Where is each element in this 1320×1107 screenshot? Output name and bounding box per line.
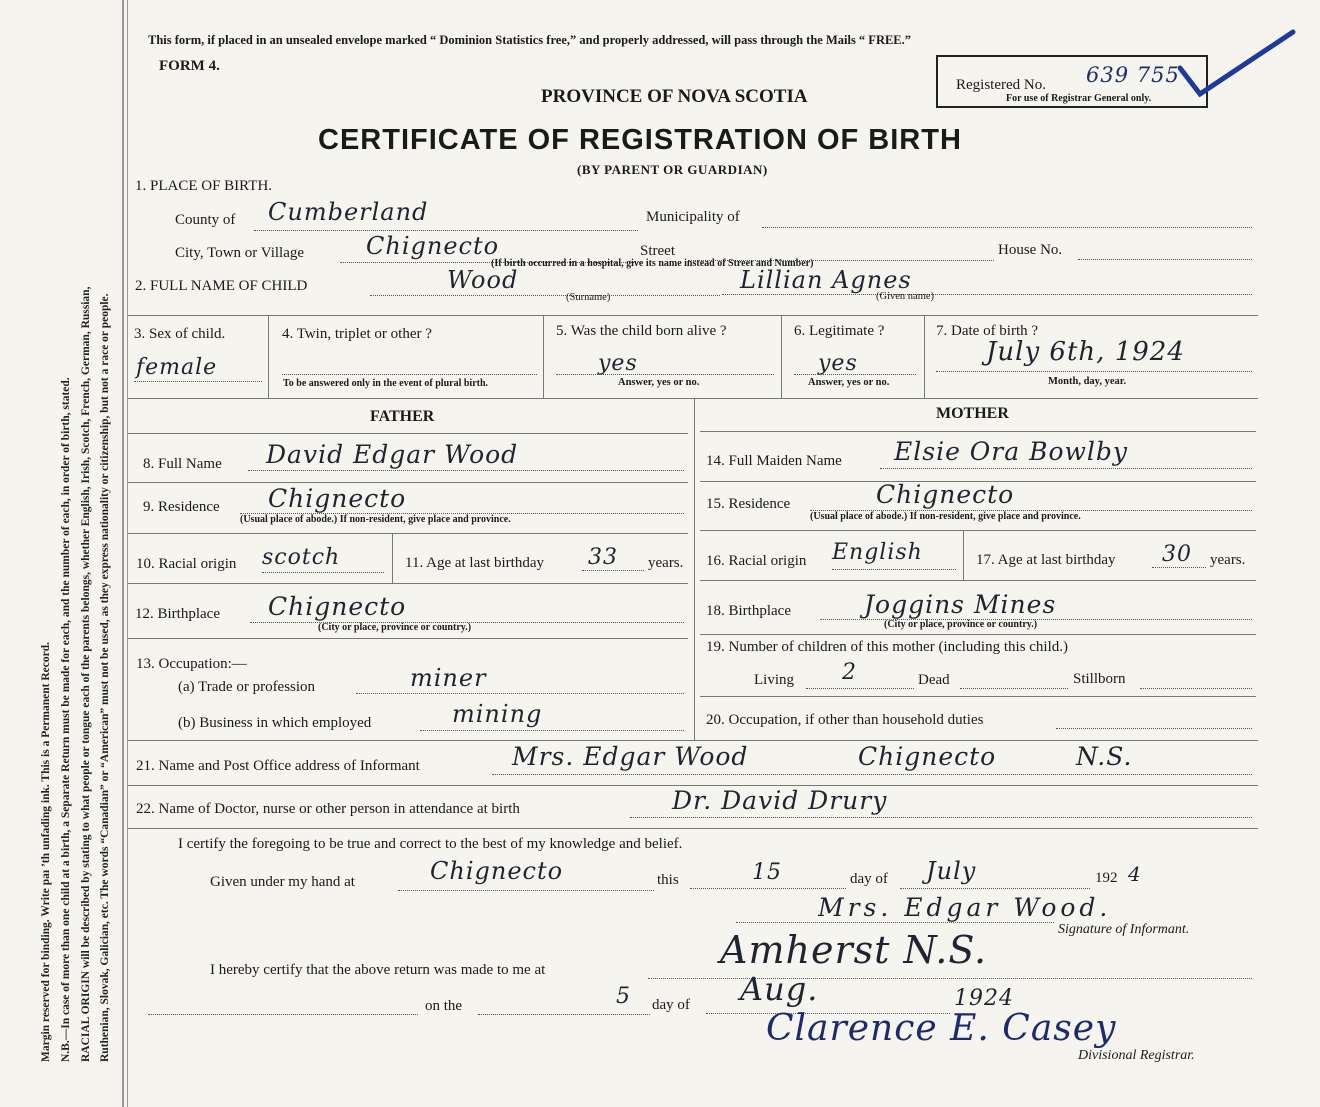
- stillborn-line: [1140, 688, 1252, 689]
- father-res-label: 9. Residence: [143, 499, 220, 515]
- mother-name-line: [880, 468, 1252, 469]
- mother-occ-line: [1056, 728, 1252, 729]
- rule-father-occ: [128, 638, 688, 639]
- rule-col-alive: [781, 316, 782, 398]
- registered-box: [936, 55, 1208, 108]
- dob-value: July 6th, 1924: [986, 337, 1185, 367]
- twin-note: To be answered only in the event of plural birth.: [283, 378, 489, 389]
- informant-name: Mrs. Edgar Wood: [512, 742, 749, 771]
- living-value: 2: [842, 660, 857, 685]
- registrar-day-line: [478, 1014, 650, 1015]
- father-years-label: years.: [648, 555, 684, 571]
- mother-name-value: Elsie Ora Bowlby: [894, 437, 1129, 466]
- binding-margin-rule: [122, 0, 124, 1107]
- rule-col-sex: [268, 316, 269, 398]
- given-place: Chignecto: [430, 857, 564, 885]
- city-label: City, Town or Village: [175, 245, 305, 261]
- legit-line: [794, 374, 916, 375]
- father-name-label: 8. Full Name: [143, 456, 222, 472]
- given-place-line: [398, 890, 654, 891]
- rule-father-bp: [128, 583, 688, 584]
- dob-line: [936, 371, 1252, 372]
- surname-line: [370, 295, 720, 296]
- dob-label: 7. Date of birth ?: [936, 323, 1039, 339]
- on-the-label: on the: [425, 998, 463, 1014]
- form-number: FORM 4.: [159, 58, 220, 74]
- child-given-name: Lillian Agnes: [740, 266, 912, 294]
- rule-mother-occ: [700, 696, 1256, 697]
- child-name-label: 2. FULL NAME OF CHILD: [135, 278, 308, 294]
- father-race-label: 10. Racial origin: [136, 556, 237, 572]
- dob-note: Month, day, year.: [1048, 376, 1127, 387]
- county-label: County of: [175, 212, 236, 228]
- rule-row3-top: [128, 315, 1258, 316]
- rule-father-head: [128, 433, 688, 434]
- county-line: [254, 230, 638, 231]
- dead-line: [960, 688, 1068, 689]
- informant-line: [492, 774, 1252, 775]
- place-heading: 1. PLACE OF BIRTH.: [135, 178, 273, 194]
- father-bp-note: (City or place, province or country.): [318, 622, 472, 633]
- doctor-label: 22. Name of Doctor, nurse or other person in attendance at birth: [136, 801, 520, 817]
- registrar-place-line: [648, 978, 1252, 979]
- rule-mother-race-age: [963, 530, 964, 580]
- street-label: Street: [640, 243, 675, 259]
- day-of-label: day of: [850, 871, 888, 887]
- mail-notice: This form, if placed in an unsealed envelope marked “ Dominion Statistics free,” and properly addressed, will pass through the Mails “ FREE.”: [148, 33, 912, 47]
- this-label: this: [657, 872, 679, 888]
- margin-note-binding: Margin reserved for binding. Write paı ’th unfading ink. This is a Permanent Record.: [40, 642, 52, 1062]
- mother-heading: MOTHER: [936, 405, 1009, 422]
- mother-res-value: Chignecto: [876, 480, 1015, 509]
- rule-mother-race: [700, 530, 1256, 531]
- father-biz-label: (b) Business in which employed: [178, 715, 372, 731]
- given-note: (Given name): [876, 291, 935, 302]
- rule-father-race: [128, 533, 688, 534]
- given-day: 15: [752, 860, 782, 885]
- registered-no-value: 639 755: [1086, 63, 1180, 87]
- father-age-line: [582, 570, 644, 571]
- twin-label: 4. Twin, triplet or other ?: [282, 326, 432, 342]
- margin-note-multiple-births: N.B.—In case of more than one child at a birth, a Separate Return must be made for each, and the number of each, in order of birth, stated.: [60, 377, 72, 1062]
- rule-doctor-bottom: [128, 828, 1258, 829]
- surname-note: (Surname): [566, 292, 611, 303]
- alive-note: Answer, yes or no.: [618, 377, 700, 388]
- mother-age-line: [1152, 567, 1206, 568]
- father-res-note: (Usual place of abode.) If non-resident, give place and province.: [240, 514, 511, 525]
- rule-mother-head: [700, 431, 1256, 432]
- mother-race-label: 16. Racial origin: [706, 553, 807, 569]
- father-bp-value: Chignecto: [268, 592, 407, 621]
- mother-bp-note: (City or place, province or country.): [884, 619, 1038, 630]
- given-month-line: [900, 888, 1090, 889]
- mother-years-label: years.: [1210, 552, 1246, 568]
- mother-bp-value: Joggins Mines: [864, 590, 1057, 619]
- municipality-label: Municipality of: [646, 209, 740, 225]
- father-res-value: Chignecto: [268, 484, 407, 513]
- rule-col-legit: [924, 316, 925, 398]
- mother-occ-label: 20. Occupation, if other than household duties: [706, 712, 984, 728]
- registrar-statement: I hereby certify that the above return was made to me at: [210, 962, 546, 978]
- binding-margin-rule-inner: [127, 0, 128, 1107]
- certificate-subtitle: (BY PARENT OR GUARDIAN): [577, 162, 768, 177]
- registered-no-label: Registered No.: [956, 77, 1046, 93]
- living-label: Living: [754, 672, 794, 688]
- alive-line: [556, 374, 774, 375]
- mother-age-value: 30: [1162, 542, 1192, 567]
- rule-father-race-age: [392, 533, 393, 583]
- alive-value: yes: [598, 351, 638, 376]
- registrar-left-line: [148, 1014, 418, 1015]
- father-age-value: 33: [588, 545, 618, 570]
- legit-note: Answer, yes or no.: [808, 377, 890, 388]
- mother-bp-label: 18. Birthplace: [706, 603, 791, 619]
- informant-signature-line: [736, 922, 1054, 923]
- registrar-title: Divisional Registrar.: [1078, 1048, 1195, 1063]
- father-trade-value: miner: [410, 664, 487, 692]
- mother-res-label: 15. Residence: [706, 496, 791, 512]
- father-race-line: [262, 572, 384, 573]
- city-value: Chignecto: [366, 232, 500, 260]
- year-prefix: 192: [1095, 870, 1118, 886]
- sex-value: female: [136, 355, 218, 380]
- mother-res-note: (Usual place of abode.) If non-resident, give place and province.: [810, 511, 1081, 522]
- hospital-note: (If birth occurred in a hospital, give its name instead of Street and Number): [491, 258, 814, 269]
- given-day-line: [690, 888, 846, 889]
- dead-label: Dead: [918, 672, 950, 688]
- rule-mother-children: [700, 634, 1256, 635]
- margin-note-racial-origin-cont: Ruthenian, Slovak, Galician, etc. The words “Canadian” or “American” must not be used, as they express nationality or citizenship, but not a race or people.: [99, 293, 111, 1062]
- given-label: Given under my hand at: [210, 874, 355, 890]
- alive-label: 5. Was the child born alive ?: [556, 323, 727, 339]
- house-label: House No.: [998, 242, 1063, 258]
- registrar-day-of-label: day of: [652, 997, 690, 1013]
- registrar-use-note: For use of Registrar General only.: [1006, 93, 1152, 104]
- mother-race-value: English: [832, 540, 923, 565]
- province-heading: PROVINCE OF NOVA SCOTIA: [541, 86, 808, 107]
- father-race-value: scotch: [262, 545, 341, 570]
- twin-line: [282, 374, 537, 375]
- informant-signature: Mrs. Edgar Wood.: [818, 893, 1112, 922]
- certificate-title: CERTIFICATE OF REGISTRATION OF BIRTH: [318, 124, 962, 156]
- stillborn-label: Stillborn: [1073, 671, 1126, 687]
- father-heading: FATHER: [370, 408, 435, 425]
- signature-informant-label: Signature of Informant.: [1058, 922, 1190, 937]
- rule-parents-top: [128, 398, 1258, 399]
- house-line: [1078, 259, 1252, 260]
- sex-line: [134, 381, 262, 382]
- father-name-value: David Edgar Wood: [266, 440, 519, 469]
- certify-statement: I certify the foregoing to be true and correct to the best of my knowledge and belief.: [178, 836, 683, 852]
- registrar-place: Amherst N.S.: [720, 928, 988, 972]
- doctor-name: Dr. David Drury: [672, 786, 888, 815]
- margin-note-racial-origin: RACIAL ORIGIN will be described by stating to what people or tongue each of the parents belongs, whether English, Irish, Scotch, French, German, Russian,: [80, 286, 92, 1062]
- rule-col-twin: [543, 316, 544, 398]
- check-mark-icon: [1178, 28, 1298, 118]
- given-month: July: [926, 857, 977, 885]
- father-bp-label: 12. Birthplace: [135, 606, 220, 622]
- father-occ-label: 13. Occupation:—: [136, 656, 247, 672]
- father-trade-label: (a) Trade or profession: [178, 679, 316, 695]
- mother-race-line: [832, 569, 956, 570]
- children-label: 19. Number of children of this mother (including this child.): [706, 639, 1069, 655]
- registrar-year: 1924: [954, 986, 1014, 1011]
- sex-label: 3. Sex of child.: [134, 326, 226, 342]
- informant-label: 21. Name and Post Office address of Informant: [136, 758, 420, 774]
- county-value: Cumberland: [268, 198, 429, 226]
- municipality-line: [762, 227, 1252, 228]
- informant-province: N.S.: [1076, 742, 1133, 771]
- registrar-day: 5: [616, 984, 631, 1009]
- living-line: [806, 688, 914, 689]
- mother-age-label: 17. Age at last birthday: [976, 552, 1116, 568]
- father-trade-line: [356, 693, 684, 694]
- doctor-line: [630, 817, 1252, 818]
- legit-value: yes: [818, 351, 858, 376]
- year-digit: 4: [1128, 862, 1142, 886]
- informant-address: Chignecto: [858, 742, 997, 771]
- rule-informant: [128, 740, 1258, 741]
- rule-father-res: [128, 482, 688, 483]
- father-age-label: 11. Age at last birthday: [405, 555, 544, 571]
- registrar-month: Aug.: [740, 970, 819, 1008]
- registrar-signature: Clarence E. Casey: [766, 1008, 1117, 1049]
- mother-name-label: 14. Full Maiden Name: [706, 453, 842, 469]
- father-biz-line: [420, 730, 684, 731]
- child-surname: Wood: [447, 266, 519, 294]
- given-line: [722, 294, 1252, 295]
- rule-parents-divider: [694, 398, 695, 740]
- father-name-line: [248, 470, 684, 471]
- rule-mother-bp: [700, 580, 1256, 581]
- father-biz-value: mining: [452, 700, 543, 728]
- legit-label: 6. Legitimate ?: [794, 323, 885, 339]
